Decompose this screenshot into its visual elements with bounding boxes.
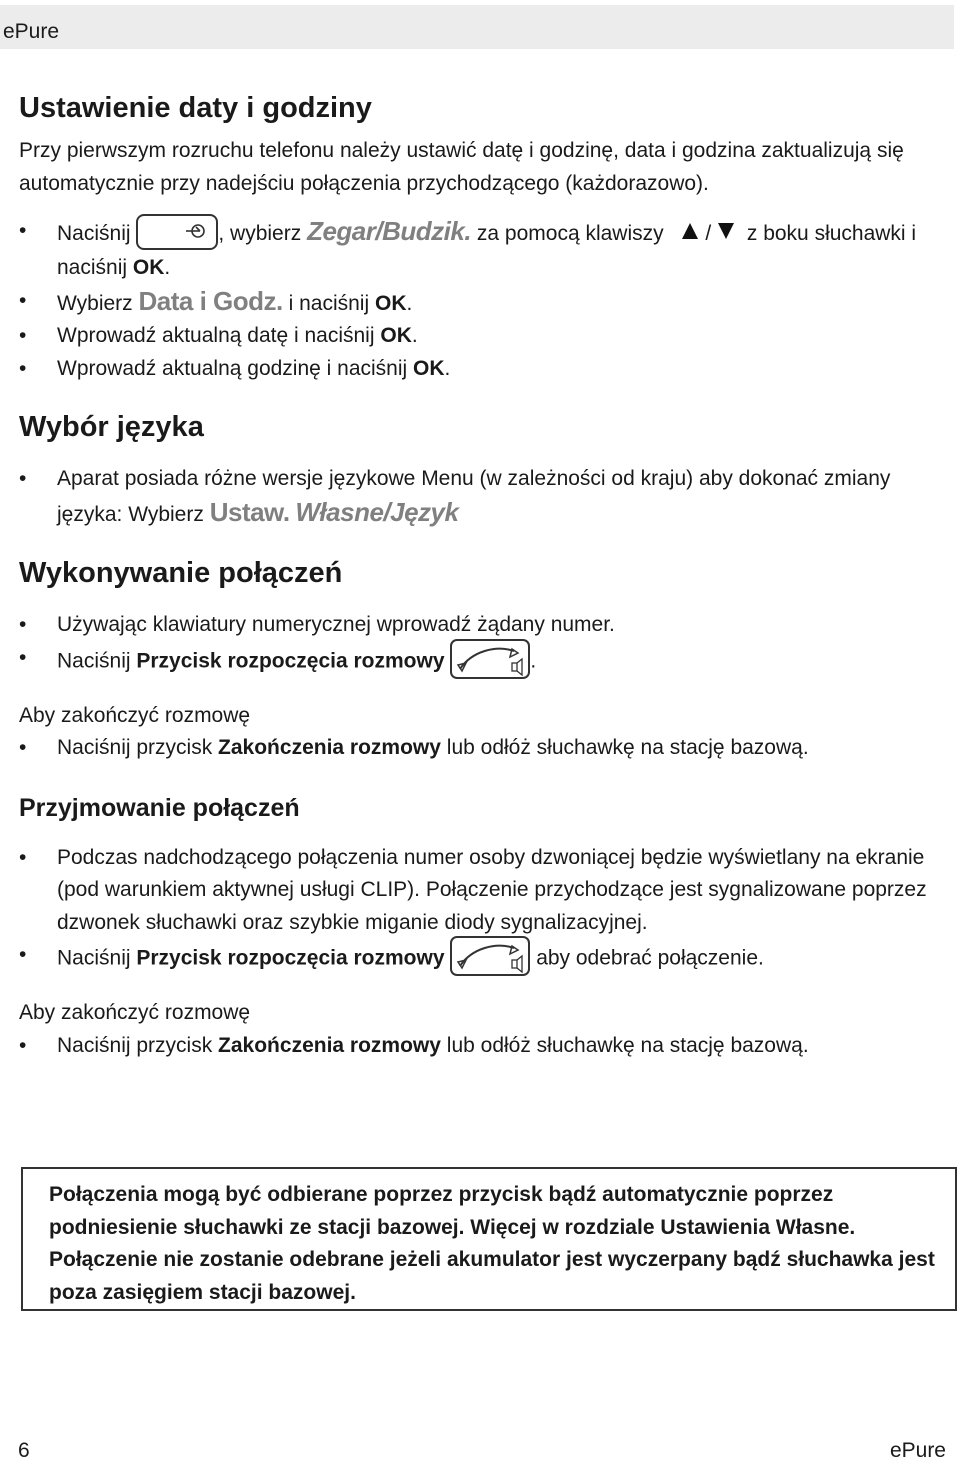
call-button-label: Przycisk rozpoczęcia rozmowy bbox=[136, 947, 445, 970]
step-text: Aparat posiada różne wersje językowe Menu (w zależności od kraju) aby dokonać zmiany języka: Wybierz bbox=[57, 467, 891, 526]
list-item bbox=[19, 320, 941, 353]
step-text: Naciśnij bbox=[57, 649, 131, 673]
step-text: lub odłóż słuchawkę na stację bazową. bbox=[446, 1033, 809, 1057]
end-call-button-label: Zakończenia rozmowy bbox=[218, 736, 441, 760]
header-bar bbox=[0, 5, 954, 49]
punctuation: . bbox=[444, 356, 451, 380]
step-text: Naciśnij przycisk bbox=[57, 1033, 213, 1057]
language-list bbox=[19, 463, 941, 531]
date-steps bbox=[19, 215, 941, 385]
menu-key-glyph-icon bbox=[184, 221, 208, 241]
footer-brand: ePure bbox=[889, 1439, 946, 1462]
list-item bbox=[19, 353, 941, 386]
header-brand: ePure bbox=[3, 20, 60, 43]
section-title-receiving: Przyjmowanie połączeń bbox=[19, 793, 300, 822]
handset-icon bbox=[452, 938, 528, 974]
menu-key-icon bbox=[136, 214, 218, 250]
punctuation: . bbox=[406, 291, 413, 315]
step-text: Naciśnij bbox=[57, 947, 131, 970]
list-item bbox=[19, 463, 941, 531]
end-call-button-label: Zakończenia rozmowy bbox=[218, 1033, 441, 1057]
step-text: Wybierz bbox=[57, 291, 133, 315]
list-item bbox=[19, 939, 941, 979]
menu-term-zegar: Zegar/Budzik. bbox=[307, 216, 472, 246]
step-text: i naciśnij bbox=[288, 291, 370, 315]
list-item: • Używając klawiatury numerycznej wprowadź żądany numer. bbox=[19, 609, 941, 642]
call-button-label: Przycisk rozpoczęcia rozmowy bbox=[136, 649, 445, 673]
arrow-down-icon bbox=[717, 222, 735, 240]
date-intro: Przy pierwszym rozruchu telefonu należy ustawić datę i godzinę, data i godzina zaktualizują się automatycznie przy nadejściu połączenia przychodzącego (każdorazowo). bbox=[19, 139, 904, 195]
ok-key-label: OK bbox=[413, 356, 445, 380]
end-call-list bbox=[19, 732, 941, 765]
step-text: Wprowadź aktualną godzinę i naciśnij bbox=[57, 356, 408, 380]
list-item bbox=[19, 215, 941, 285]
handset-icon bbox=[452, 641, 528, 677]
call-button-icon bbox=[450, 639, 530, 679]
arrow-separator: / bbox=[705, 222, 712, 245]
step-text: , wybierz bbox=[218, 222, 302, 245]
call-button-icon bbox=[450, 936, 530, 976]
page-content bbox=[19, 86, 941, 1062]
arrow-keys bbox=[681, 218, 735, 251]
list-item: • Podczas nadchodzącego połączenia numer osoby dzwoniącej będzie wyświetlany na ekranie (pod warunkiem aktywnej usługi CLIP). Połączenie przychodzące jest sygnalizowane poprzez dzwonek słuchawki oraz szybkie miganie diody sygnalizacyjnej. bbox=[19, 842, 941, 940]
step-text: lub odłóż słuchawkę na stację bazową. bbox=[446, 736, 809, 760]
page-number: 6 bbox=[18, 1439, 30, 1462]
list-item bbox=[19, 732, 941, 765]
arrow-up-icon bbox=[681, 222, 699, 240]
section-title-language: Wybór języka bbox=[19, 411, 204, 444]
end-call-heading: Aby zakończyć rozmowę bbox=[19, 703, 251, 727]
list-item bbox=[19, 642, 941, 682]
step-text: Wprowadź aktualną datę i naciśnij bbox=[57, 324, 375, 348]
receiving-list bbox=[19, 842, 941, 980]
step-text: aby odebrać połączenie. bbox=[536, 947, 764, 970]
end-call-heading: Aby zakończyć rozmowę bbox=[19, 1001, 251, 1025]
note-box: Połączenia mogą być odbierane poprzez przycisk bądź automatycznie poprzez podniesienie słuchawki ze stacji bazowej. Więcej w rozdziale Ustawienia Własne. Połączenie nie zostanie odebrane jeżeli akumulator jest wyczerpany bądź słuchawka jest poza zasięgiem stacji bazowej. bbox=[21, 1167, 957, 1311]
section-title-date: Ustawienie daty i godziny bbox=[19, 92, 372, 124]
step-text: Naciśnij bbox=[57, 222, 131, 245]
punctuation: . bbox=[411, 324, 418, 348]
step-text: za pomocą klawiszy bbox=[476, 222, 664, 245]
punctuation: . bbox=[530, 649, 537, 673]
step-text: z boku słuchawki i naciśnij bbox=[57, 222, 917, 280]
menu-term-jezyk: Własne/Język bbox=[295, 496, 459, 527]
list-item bbox=[19, 1030, 941, 1063]
menu-term-data: Data i Godz. bbox=[138, 285, 283, 316]
ok-key-label: OK bbox=[132, 256, 165, 280]
end-call-list bbox=[19, 1030, 941, 1063]
list-item bbox=[19, 285, 941, 321]
ok-key-label: OK bbox=[380, 324, 412, 348]
calls-list bbox=[19, 609, 941, 682]
step-text: Naciśnij przycisk bbox=[57, 736, 213, 760]
section-title-calls: Wykonywanie połączeń bbox=[19, 557, 343, 590]
ok-key-label: OK bbox=[374, 291, 407, 315]
menu-term-ustaw: Ustaw. bbox=[209, 496, 290, 527]
punctuation: . bbox=[164, 256, 171, 280]
